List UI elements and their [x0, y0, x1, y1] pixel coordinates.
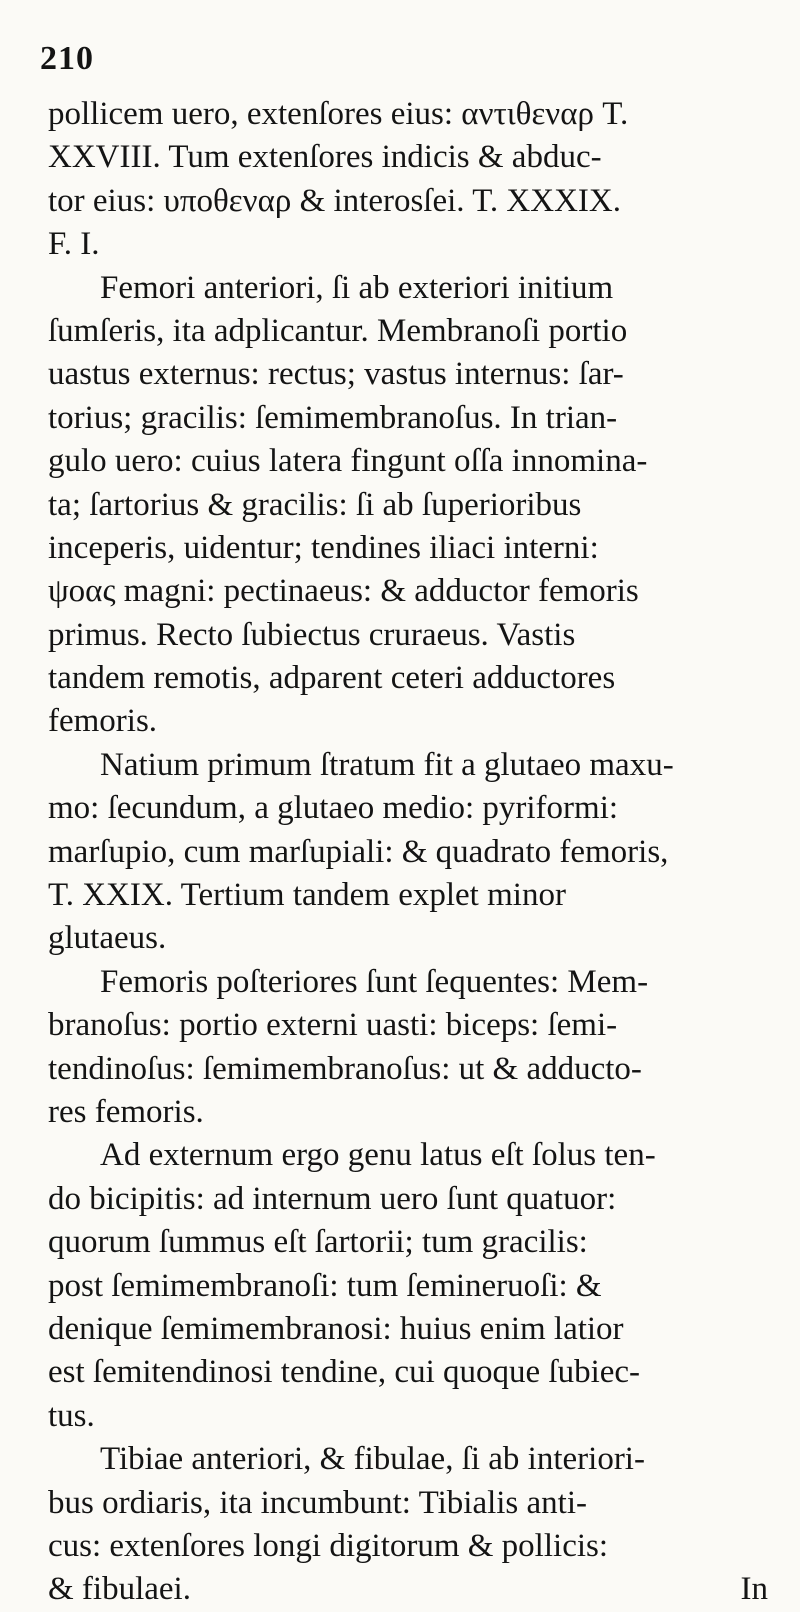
text-line: glutaeus.	[48, 920, 167, 957]
text-line: bus ordiaris, ita incumbunt: Tibialis anti-	[48, 1484, 587, 1521]
paragraph-start-line: Tibiae anteriori, & fibulae, ſi ab interiori-	[100, 1441, 645, 1478]
text-line: femoris.	[48, 703, 158, 740]
text-line: XXVIII. Tum extenſores indicis & abduc-	[48, 139, 602, 176]
text-line: denique ſemimembranosi: huius enim latior	[48, 1310, 624, 1347]
page-number: 210	[40, 40, 94, 77]
last-text-line: & fibulaei. In	[48, 1568, 768, 1611]
text-line: F. I.	[48, 226, 100, 263]
text-line: ψοας magni: pectinaeus: & adductor femoris	[48, 573, 639, 610]
text-line: torius; gracilis: ſemimembranoſus. In trian-	[48, 399, 618, 436]
text-line: ſumſeris, ita adplicantur. Membranoſi portio	[48, 312, 628, 349]
text-block	[48, 93, 768, 1612]
text-line: pollicem uero, extenſores eius: αντιθεναρ T.	[48, 96, 629, 132]
text-line: tandem remotis, adparent ceteri adductores	[48, 660, 616, 697]
text-line: do bicipitis: ad internum uero ſunt quatuor:	[48, 1180, 617, 1217]
text-line: marſupio, cum marſupiali: & quadrato femoris,	[48, 833, 669, 870]
catchword: In	[740, 1571, 768, 1608]
text-line: tendinoſus: ſemimembranoſus: ut & adducto-	[48, 1050, 642, 1087]
text-line: quorum ſummus eſt ſartorii; tum gracilis:	[48, 1224, 588, 1261]
text-line: primus. Recto ſubiectus cruraeus. Vastis	[48, 616, 576, 653]
text-line: tor eius: υποθεναρ & interosſei. T. XXXIX.	[48, 182, 621, 219]
text-line: cus: extenſores longi digitorum & pollicis:	[48, 1527, 609, 1564]
text-line: tus.	[48, 1397, 95, 1434]
paragraph-start-line: Natium primum ſtratum fit a glutaeo maxu-	[100, 746, 674, 783]
paragraph-start-line: Femori anteriori, ſi ab exteriori initium	[100, 269, 614, 306]
text-line: res femoris.	[48, 1093, 204, 1130]
text-line: mo: ſecundum, a glutaeo medio: pyriformi:	[48, 790, 619, 827]
text-line: gulo uero: cuius latera fingunt oſſa innomina-	[48, 443, 648, 480]
text-line: post ſemimembranoſi: tum ſemineruoſi: &	[48, 1267, 602, 1304]
paragraph-start-line: Ad externum ergo genu latus eſt ſolus ten-	[100, 1137, 656, 1174]
text-line: uastus externus: rectus; vastus internus: ſar-	[48, 356, 624, 393]
text-line: inceperis, uidentur; tendines iliaci interni:	[48, 529, 599, 566]
text-line: est ſemitendinosi tendine, cui quoque ſubiec-	[48, 1354, 641, 1391]
text-line: T. XXIX. Tertium tandem explet minor	[48, 877, 566, 914]
text-line: ta; ſartorius & gracilis: ſi ab ſuperioribus	[48, 486, 582, 523]
paragraph-start-line: Femoris poſteriores ſunt ſequentes: Mem-	[100, 963, 649, 1000]
text-line: branoſus: portio externi uasti: biceps: ſemi-	[48, 1007, 618, 1044]
